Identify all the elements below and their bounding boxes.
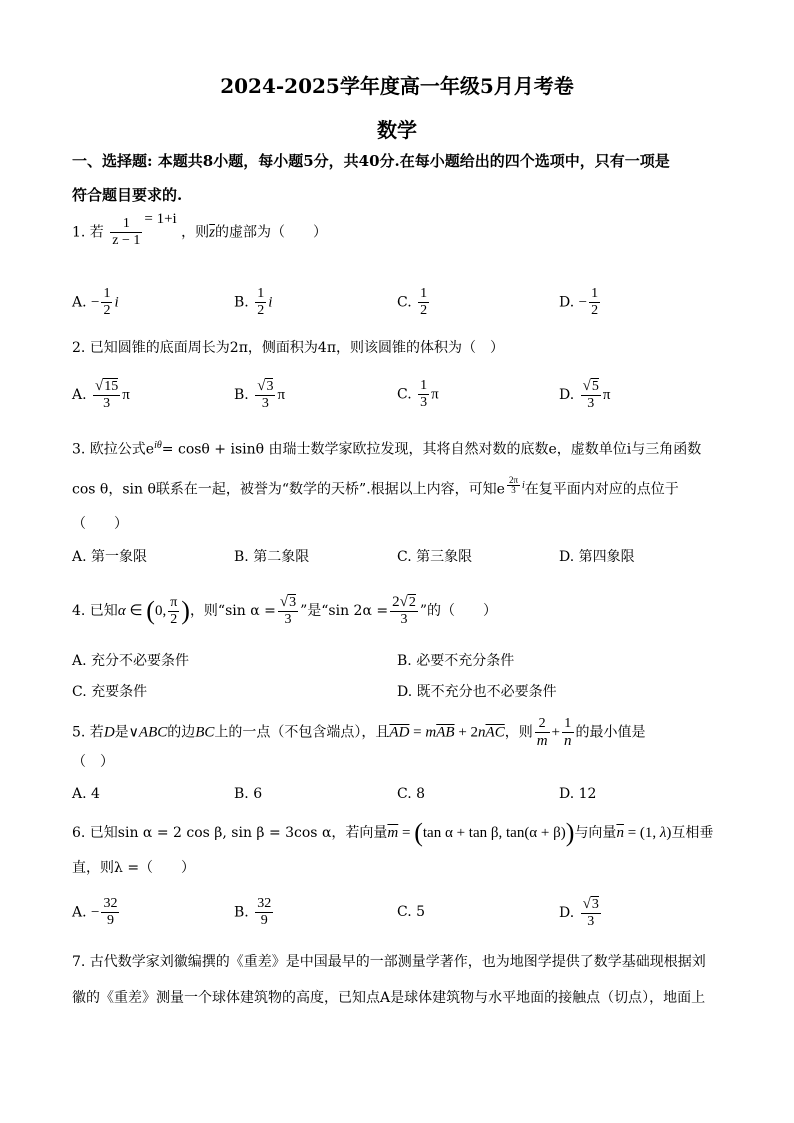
q2-option-a[interactable]: A. $\frac{√15}{3}$ π bbox=[72, 378, 130, 411]
question-7-line1: 7. 古代数学家刘徽编撰的《重差》是中国最早的一部测量学著作，也为地图学提供了数学基础现根据刘 bbox=[72, 954, 706, 970]
question-5: 5. 若D是∨ABC的边BC上的一点（不包含端点），且$\overline{AD} = m\overline{AB} + 2n\overline{AC}$，则 $\frac{2}{m}$ + $\frac{1}{n}$ 的最小值是 bbox=[72, 716, 646, 749]
question-3-line3: （ ） bbox=[72, 516, 128, 532]
q6-option-b[interactable]: B. $\frac{32}{9}$ bbox=[234, 896, 272, 928]
question-5-line2: （ ） bbox=[72, 754, 114, 770]
q1-fraction: $\frac{1}{z - 1}$ bbox=[112, 216, 141, 248]
q5-option-c[interactable]: C. 8 bbox=[397, 786, 426, 802]
q5-option-d[interactable]: D. 12 bbox=[559, 786, 597, 802]
q4-option-c[interactable]: C. 充要条件 bbox=[72, 684, 148, 700]
question-3-line1: 3. 欧拉公式$e^{i\theta}= \cos\theta + isin\theta$ 由瑞士数学家欧拉发现，其将自然对数的底数e，虚数单位i与三角函数 bbox=[72, 440, 702, 458]
q5-option-b[interactable]: B. 6 bbox=[234, 786, 263, 802]
q5-option-a[interactable]: A. 4 bbox=[72, 786, 100, 802]
q1-option-a[interactable]: A. − $\frac{1}{2}$ i bbox=[72, 286, 119, 318]
q6-option-d[interactable]: D. $\frac{√3}{3}$ bbox=[559, 896, 599, 929]
q4-option-a[interactable]: A. 充分不必要条件 bbox=[72, 653, 190, 669]
q3-option-a[interactable]: A. 第一象限 bbox=[72, 549, 148, 565]
q1-label: 1. 若 bbox=[72, 224, 104, 241]
question-6-line2: 直，则λ =（ ） bbox=[72, 860, 196, 876]
q3-option-d[interactable]: D. 第四象限 bbox=[559, 549, 635, 565]
q1-option-c[interactable]: C. $\frac{1}{2}$ bbox=[397, 286, 428, 318]
q2-option-d[interactable]: D. $\frac{√5}{3}$ π bbox=[559, 378, 611, 411]
exam-title: 2024-2025学年度高一年级5月月考卷 bbox=[220, 74, 574, 98]
question-7-line2: 徽的《重差》测量一个球体建筑物的高度，已知点A是球体建筑物与水平地面的接触点（切点），地面上 bbox=[72, 990, 706, 1006]
q2-option-b[interactable]: B. $\frac{√3}{3}$ π bbox=[234, 378, 286, 411]
q2-option-c[interactable]: C. $\frac{1}{3}$ π bbox=[397, 378, 439, 410]
section-header-line1: 一、选择题: 本题共8小题，每小题5分，共40分.在每小题给出的四个选项中，只有一项是 bbox=[72, 152, 670, 170]
question-4: 4. 已知α ∈ (0, $\frac{\pi}{2}$ )，则“sin α = $\frac{√3}{3}$ ”是“sin 2α = $\frac{2√2}{3}$ ”的（ ） bbox=[72, 594, 497, 627]
q4-option-d[interactable]: D. 既不充分也不必要条件 bbox=[397, 684, 557, 700]
q3-option-c[interactable]: C. 第三象限 bbox=[397, 549, 473, 565]
q1-option-d[interactable]: D. − $\frac{1}{2}$ bbox=[559, 286, 599, 318]
question-2: 2. 已知圆锥的底面周长为2π，侧面积为4π，则该圆锥的体积为（ ） bbox=[72, 340, 505, 356]
q6-option-c[interactable]: C. 5 bbox=[397, 904, 426, 920]
question-1: 1. 若 $\frac{1}{z - 1}$ = 1+i ，则$\overline{z}$的虚部为（ ） bbox=[72, 210, 328, 248]
subject-title: 数学 bbox=[377, 118, 417, 142]
q3-option-b[interactable]: B. 第二象限 bbox=[234, 549, 310, 565]
question-6: 6. 已知sin α = 2 cos β, sin β = 3cos α，若向量$\overline{m} = (\tan$ α + tan β, tan(α + β))与向量$\overline{n} = (1$, λ)互相垂 bbox=[72, 818, 714, 847]
question-3-line2: cos θ，sin θ联系在一起，被誉为“数学的天桥”.根据以上内容，可知e $^{\frac{2\pi}{3} i}$在复平面内对应的点位于 bbox=[72, 475, 679, 498]
q1-option-b[interactable]: B. $\frac{1}{2}$ i bbox=[234, 286, 273, 318]
section-header-line2: 符合题目要求的. bbox=[72, 186, 183, 204]
q4-option-b[interactable]: B. 必要不充分条件 bbox=[397, 653, 515, 669]
q6-option-a[interactable]: A. − $\frac{32}{9}$ bbox=[72, 896, 118, 928]
